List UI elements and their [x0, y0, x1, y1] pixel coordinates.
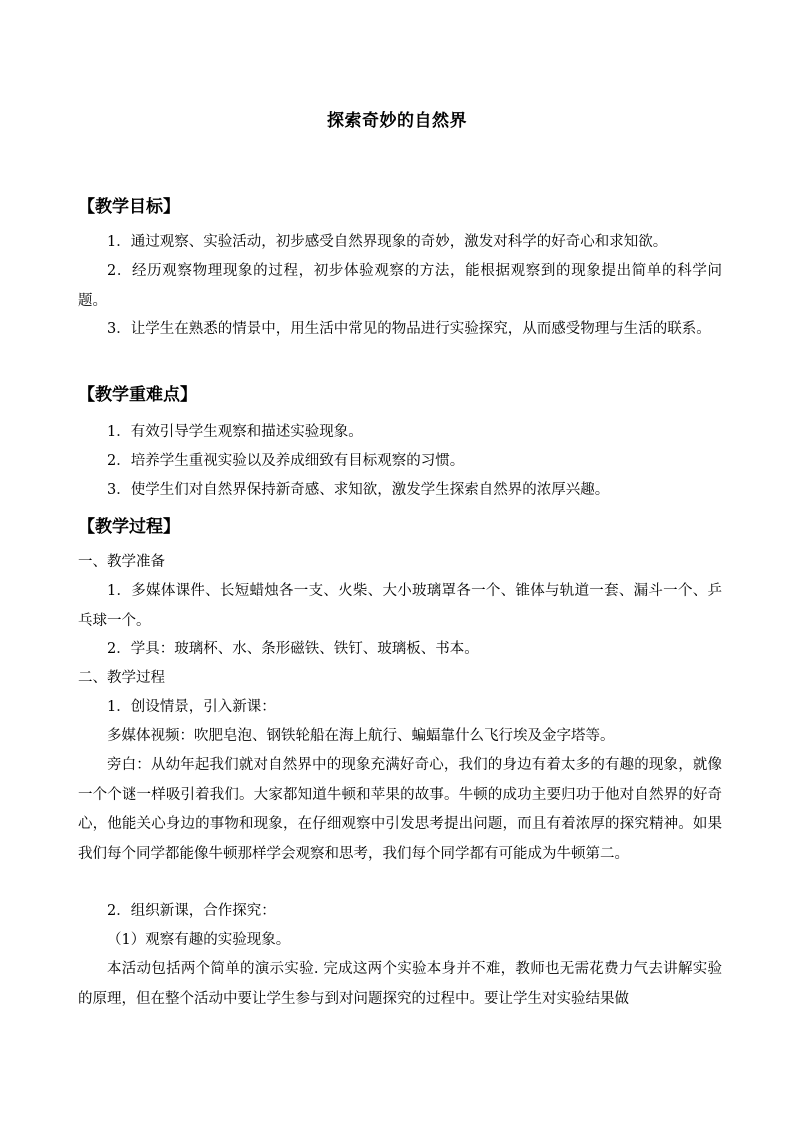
heading-key-points: 【教学重难点】 [78, 385, 197, 405]
heading-teaching-process: 【教学过程】 [78, 517, 180, 537]
goal-item-2: 2．经历观察物理现象的过程，初步体验观察的方法，能根据观察到的现象提出简单的科学问题。 [78, 263, 722, 309]
step1-title: 1．创设情景，引入新课： [107, 699, 276, 715]
heading-teaching-goals: 【教学目标】 [78, 197, 180, 217]
goal-item-3: 3．让学生在熟悉的情景中，用生活中常见的物品进行实验探究，从而感受物理与生活的联系。 [107, 321, 711, 337]
key-point-item-1: 1．有效引导学生观察和描述实验现象。 [107, 424, 363, 440]
video-description: 多媒体视频：吹肥皂泡、钢铁轮船在海上航行、蝙蝠靠什么飞行埃及金字塔等。 [107, 728, 615, 744]
part2-title: 二、教学过程 [78, 670, 165, 686]
goal-item-1: 1．通过观察、实验活动，初步感受自然界现象的奇妙，激发对科学的好奇心和求知欲。 [107, 234, 668, 250]
document-title: 探索奇妙的自然界 [327, 111, 467, 131]
part1-title: 一、教学准备 [78, 554, 165, 570]
step2-title: 2．组织新课，合作探究： [107, 903, 276, 919]
activity-paragraph: 本活动包括两个简单的演示实验. 完成这两个实验本身并不难，教师也无需花费力气去讲解实验的原理，但在整个活动中要让学生参与到对问题探究的过程中。要让学生对实验结果做 [78, 961, 722, 1007]
key-point-item-2: 2．培养学生重视实验以及养成细致有目标观察的习惯。 [107, 453, 465, 469]
preparation-item-2: 2．学具：玻璃杯、水、条形磁铁、铁钉、玻璃板、书本。 [107, 641, 479, 657]
preparation-item-1: 1．多媒体课件、长短蜡烛各一支、火柴、大小玻璃罩各一个、锥体与轨道一套、漏斗一个、乒乓球一个。 [78, 583, 722, 629]
subsection-1-title: （1）观察有趣的实验现象。 [107, 932, 291, 948]
narration-paragraph: 旁白：从幼年起我们就对自然界中的现象充满好奇心，我们的身边有着太多的有趣的现象，就像一个个谜一样吸引着我们。大家都知道牛顿和苹果的故事。牛顿的成功主要归功于他对自然界的好奇心，他能关心身边的事物和现象，在仔细观察中引发思考提出问题，而且有着浓厚的探究精神。如果我们每个同学都能像牛顿那样学会观察和思考，我们每个同学都有可能成为牛顿第二。 [78, 757, 722, 862]
key-point-item-3: 3．使学生们对自然界保持新奇感、求知欲，激发学生探索自然界的浓厚兴趣。 [107, 482, 610, 498]
